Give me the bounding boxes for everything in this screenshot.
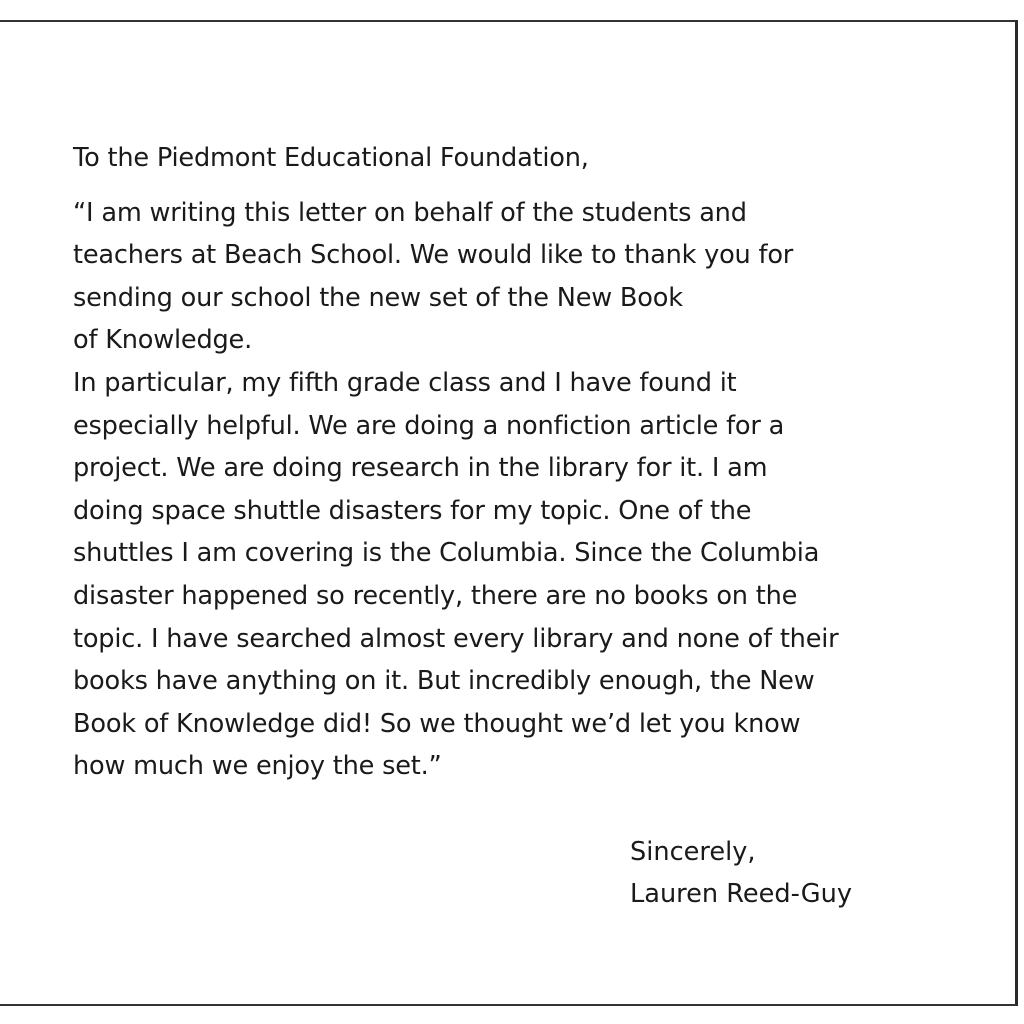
paragraph-line: of Knowledge. [73, 325, 253, 356]
paragraph-line: project. We are doing research in the library for it. I am [73, 453, 768, 484]
paragraph-1 [73, 192, 983, 362]
paragraph-line: doing space shuttle disasters for my topic. One of the [73, 495, 752, 526]
paragraph-line: how much we enjoy the set.” [73, 751, 442, 782]
salutation: To the Piedmont Educational Foundation, [73, 143, 589, 173]
paragraph-line: books have anything on it. But incredibly enough, the New [73, 666, 815, 697]
letter-body [73, 137, 983, 788]
paragraph-line: “I am writing this letter on behalf of the students and [73, 197, 747, 228]
closing-text: Sincerely, [630, 837, 756, 867]
paragraph-line: disaster happened so recently, there are no books on the [73, 580, 798, 611]
paragraph-line: topic. I have searched almost every library and none of their [73, 623, 839, 654]
paragraph-line: shuttles I am covering is the Columbia. Since the Columbia [73, 538, 820, 569]
paragraph-line: In particular, my fifth grade class and I have found it [73, 367, 737, 398]
signature-name: Lauren Reed-Guy [630, 879, 852, 909]
paragraph-2 [73, 362, 983, 788]
letter-closing [630, 831, 852, 915]
paragraph-line: Book of Knowledge did! So we thought we’d let you know [73, 708, 801, 739]
paragraph-line: sending our school the new set of the New Book [73, 282, 683, 313]
paragraph-line: teachers at Beach School. We would like to thank you for [73, 240, 794, 271]
paragraph-line: especially helpful. We are doing a nonfiction article for a [73, 410, 785, 441]
